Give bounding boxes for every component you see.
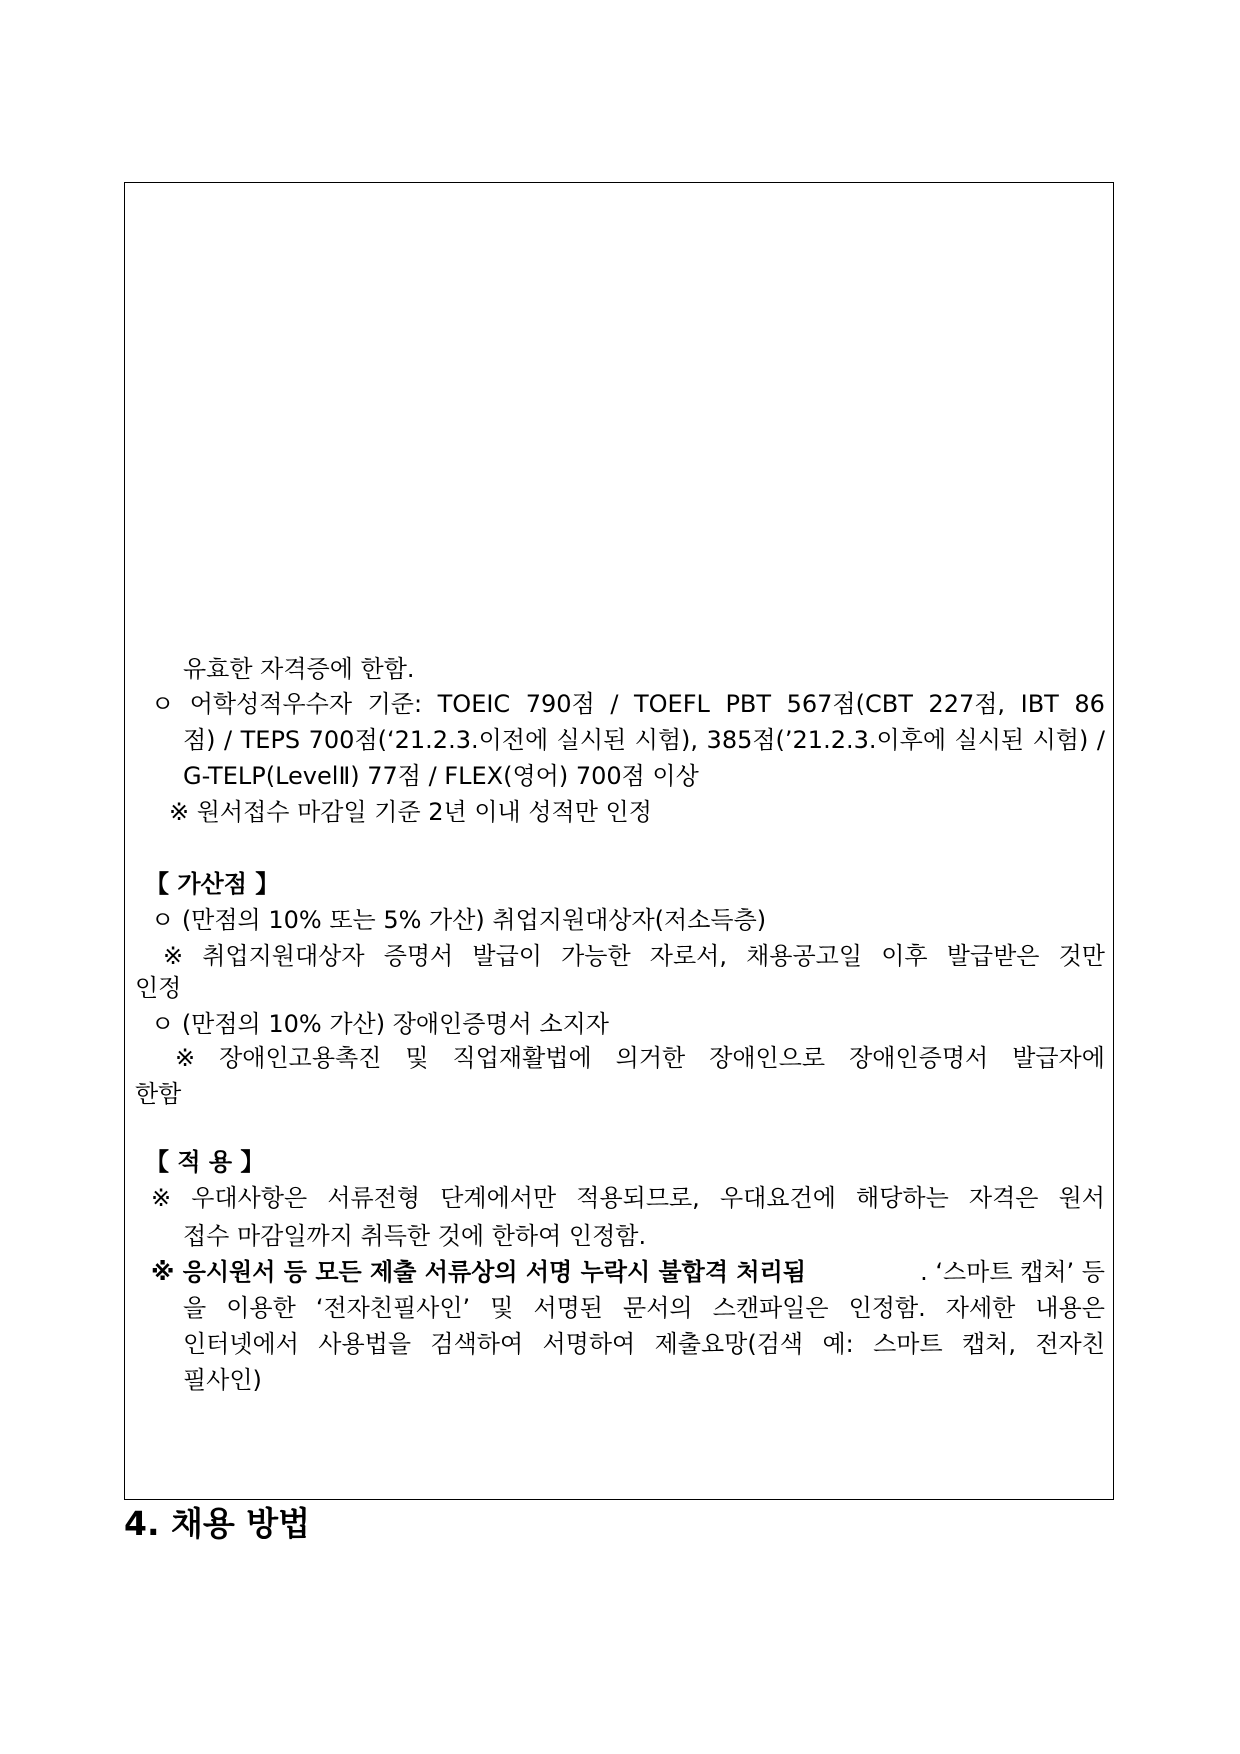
word: / [610, 690, 619, 718]
word: 장애인고용촉진 [219, 1044, 382, 1072]
word: 스마트 [873, 1330, 943, 1358]
word: 서류전형 [327, 1184, 421, 1212]
word: 것만 [1058, 942, 1105, 970]
word: 취업지원대상자 [202, 942, 365, 970]
word: 원서 [1058, 1184, 1105, 1212]
text-line-mixed [151, 1255, 1105, 1289]
word: TOEIC [437, 690, 511, 718]
signature-warning-bold: ※ 응시원서 등 모든 제출 서류상의 서명 누락시 불합격 처리됨 [151, 1258, 806, 1286]
text-line-justified [183, 1327, 1105, 1361]
text-line: ㅇ (만점의 10% 또는 5% 가산) 취업지원대상자(저소득층) [151, 906, 767, 934]
signature-warning-rest: . ‘스마트 캡처’ 등 [920, 1258, 1105, 1286]
word: 어학성적우수자 [189, 690, 353, 718]
word: 전자친 [1035, 1330, 1105, 1358]
word: 및 [490, 1294, 514, 1322]
word: 서명된 [533, 1294, 603, 1322]
word: 내용은 [1035, 1294, 1105, 1322]
word: 스캔파일은 [712, 1294, 829, 1322]
text-line: 유효한 자격증에 한함. [183, 655, 415, 683]
word: 실시된 [556, 726, 627, 754]
word: 및 [405, 1044, 429, 1072]
word: PBT [725, 690, 772, 718]
section-title: 4. 채용 방법 [124, 1504, 310, 1543]
word: 적용되므로, [576, 1184, 700, 1212]
word: ※ [151, 1184, 172, 1212]
apply-heading: 【 적 용 】 [145, 1148, 265, 1176]
word: 385점(’21.2.3.이후에 [706, 726, 947, 754]
word: 캡처, [962, 1330, 1016, 1358]
word: 567점(CBT [786, 690, 913, 718]
word: 사용법을 [318, 1330, 412, 1358]
word: 자세한 [945, 1294, 1016, 1322]
text-line: ※ 원서접수 마감일 기준 2년 이내 성적만 인정 [169, 798, 652, 826]
word: 86 [1074, 690, 1105, 718]
text-line-justified [175, 1041, 1105, 1075]
word: 우대사항은 [191, 1184, 308, 1212]
word: 서명하여 [542, 1330, 636, 1358]
word: 시험), [634, 726, 699, 754]
text-line: 접수 마감일까지 취득한 것에 한하여 인정함. [183, 1222, 647, 1250]
word: 단계에서만 [440, 1184, 557, 1212]
word: TEPS [240, 726, 301, 754]
word: / [224, 726, 233, 754]
word: 실시된 [954, 726, 1025, 754]
word: 점) [183, 726, 216, 754]
word: 증명서 [383, 942, 454, 970]
word: ※ [163, 942, 184, 970]
word: IBT [1020, 690, 1059, 718]
text-line: G-TELP(LevelⅡ) 77점 / FLEX(영어) 700점 이상 [183, 762, 699, 790]
word: 인정함. [848, 1294, 926, 1322]
word: 인터넷에서 [183, 1330, 299, 1358]
word: 문서의 [623, 1294, 693, 1322]
word: 을 [183, 1294, 207, 1322]
word: 이후 [881, 942, 928, 970]
notice-box [124, 182, 1114, 1500]
word: ‘전자친필사인’ [315, 1294, 471, 1322]
word: 이용한 [226, 1294, 296, 1322]
word: 700점(‘21.2.3.이전에 [308, 726, 549, 754]
word: ※ [175, 1044, 196, 1072]
text-line: ㅇ (만점의 10% 가산) 장애인증명서 소지자 [151, 1010, 609, 1038]
word: 발급이 [472, 942, 542, 970]
text-line-justified [151, 1181, 1105, 1215]
word: 제출요망(검색 [654, 1330, 804, 1358]
text-line: 필사인) [183, 1366, 262, 1394]
word: 장애인증명서 [849, 1044, 989, 1072]
text-line: 인정 [135, 974, 182, 1002]
word: 발급자에 [1012, 1044, 1105, 1072]
word: 채용공고일 [746, 942, 863, 970]
word: 790점 [525, 690, 595, 718]
text-line-justified [151, 687, 1105, 721]
word: 227점, [928, 690, 1006, 718]
text-line-justified [183, 723, 1105, 757]
word: 발급받은 [946, 942, 1040, 970]
word: 가능한 [561, 942, 631, 970]
word: 기준: [367, 690, 423, 718]
word: ㅇ [151, 690, 175, 718]
bonus-heading: 【 가산점 】 [145, 870, 280, 898]
word: / [1096, 726, 1105, 754]
word: 해당하는 [856, 1184, 949, 1212]
word: 검색하여 [430, 1330, 524, 1358]
word: 의거한 [615, 1044, 686, 1072]
word: TOEFL [633, 690, 710, 718]
word: 예: [822, 1330, 854, 1358]
text-line-justified [163, 939, 1105, 973]
text-line: 한함 [135, 1080, 182, 1108]
text-line-justified [183, 1291, 1105, 1325]
word: 직업재활법에 [452, 1044, 592, 1072]
word: 시험) [1032, 726, 1089, 754]
word: 우대요건에 [719, 1184, 836, 1212]
word: 자격은 [968, 1184, 1039, 1212]
word: 자로서, [649, 942, 727, 970]
word: 장애인으로 [709, 1044, 826, 1072]
